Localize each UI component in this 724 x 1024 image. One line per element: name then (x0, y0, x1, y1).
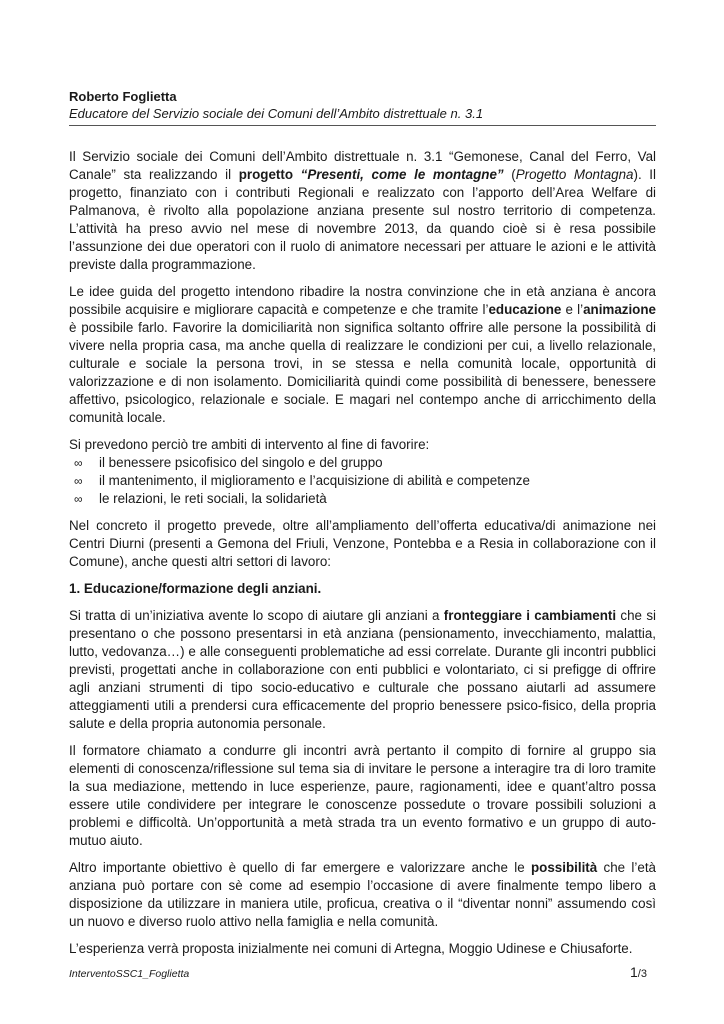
text-run: Le idee guida del progetto intendono ribadire la nostra convinzione che in età anziana è ancora possibile acquisire e migliorare capacità e competenze e che tramite l’ (69, 284, 656, 317)
paragraph-concrete: Nel concreto il progetto prevede, oltre all’ampliamento dell’offerta educativa/di animazione nei Centri Diurni (presenti a Gemona del Friuli, Venzone, Pontebba e a Resia in collaborazione con il Comune), anche questi altri settori di lavoro: (69, 518, 656, 569)
paragraph-objective (69, 859, 656, 931)
section-heading: 1. Educazione/formazione degli anziani. (69, 581, 322, 596)
author-name: Roberto Foglietta (69, 89, 177, 104)
page-total: 3 (640, 968, 647, 980)
text-run-bold: educazione (488, 302, 562, 317)
page-number (630, 964, 647, 980)
page-current: 1 (630, 964, 638, 980)
text-run: che l’età anziana può portare con sè come ad esempio l’occasione di avere finalmente tempo libero a disposizione da utilizzare in maniera utile, proficua, creativa o il “diventar nonni” assumendo così un nuovo e diverso ruolo attivo nella famiglia e nella comunità. (69, 860, 656, 929)
project-alt-title: Progetto Montagna (515, 167, 634, 182)
list-item-text: il mantenimento, il miglioramento e l’acquisizione di abilità e competenze (99, 473, 530, 488)
paragraph-experience: L’esperienza verrà proposta inizialmente nei comuni di Artegna, Moggio Udinese e Chiusaforte. (69, 941, 633, 956)
list-item (69, 490, 656, 508)
paragraph-initiative (69, 607, 656, 733)
text-run: che si presentano o che possono presentarsi in età anziana (pensionamento, invecchiamento, malattia, lutto, vedovanza…) e alle conseguenti problematiche ad essi correlate. Durante gli incontri pubblici previsti, progettati anche in collaborazione con enti pubblici e volontariato, ci si prefigge di offrire agli anziani strumenti di tipo socio-educativo e culturale che possano aiutarli ad assumere atteggiamenti utili a prendersi cura efficacemente del proprio benessere psico-fisico, della propria salute e della propria autonomia personale. (69, 608, 656, 731)
text-run: e l’ (561, 302, 584, 317)
text-run-bold: progetto (238, 167, 301, 182)
areas-list (69, 454, 656, 508)
text-run: Altro importante obiettivo è quello di far emergere e valorizzare anche le (69, 860, 531, 875)
document-page (69, 88, 656, 967)
text-run-bold: fronteggiare i cambiamenti (443, 608, 617, 623)
paragraph-trainer: Il formatore chiamato a condurre gli incontri avrà pertanto il compito di fornire al gruppo sia elementi di conoscenza/riflessione sul tema sia di invitare le persone a interagire tra di loro tramite la sua mediazione, mettendo in luce esperienze, paure, ragionamenti, idee e quant’altro possa essere utile condividere per integrare le conoscenze possedute o trovare possibili soluzioni a problemi e difficoltà. Un’opportunità a metà strada tra un evento formativo e un gruppo di auto-mutuo aiuto. (69, 743, 656, 848)
text-run: ( (503, 167, 516, 182)
footer-filename: InterventoSSC1_Foglietta (69, 968, 190, 980)
list-item (69, 454, 656, 472)
infinity-bullet-icon: ∞ (74, 456, 83, 470)
paragraph-areas-intro: Si prevedono perciò tre ambiti di intervento al fine di favorire: (69, 437, 430, 452)
text-run-bold: possibilità (530, 860, 598, 875)
text-run: Il Servizio sociale dei Comuni dell’Ambito distrettuale n. 3.1 “Gemonese, Canal del Ferro, Val Canale” sta realizzando il (69, 149, 656, 182)
list-item-text: il benessere psicofisico del singolo e del gruppo (99, 455, 383, 470)
infinity-bullet-icon: ∞ (74, 474, 83, 488)
list-item (69, 472, 656, 490)
list-item-text: le relazioni, le reti sociali, la solidarietà (99, 491, 327, 506)
paragraph-intro (69, 148, 656, 274)
text-run-bold: animazione (583, 302, 656, 317)
text-run: ). Il progetto, finanziato con i contributi Regionali e realizzato con l’apporto dell’Area Welfare di Palmanova, è rivolto alla popolazione anziana presente sul nostro territorio di competenza. L’attività ha preso avvio nel mese di novembre 2013, da quando cioè si è resa possibile l’assunzione dei due operatori con il ruolo di animatore necessari per attuare le azioni e le attività previste dalla programmazione. (69, 167, 657, 272)
author-role: Educatore del Servizio sociale dei Comuni dell’Ambito distrettuale n. 3.1 (69, 105, 656, 126)
page-separator: / (637, 968, 641, 980)
paragraph-guidelines (69, 283, 656, 427)
document-body (69, 148, 656, 958)
infinity-bullet-icon: ∞ (74, 492, 83, 506)
project-title: “Presenti, come le montagne” (300, 167, 504, 182)
text-run: è possibile farlo. Favorire la domiciliarità non significa soltanto offrire alle persone la possibilità di vivere nella propria casa, ma anche quella di realizzare le condizioni per cui, a livello relazionale, culturale e sociale la persona trovi, in se stessa e nella comunità locale, opportunità di valorizzazione e di non isolamento. Domiciliarità quindi come possibilità di benessere, benessere affettivo, psicologico, relazionale e sociale. E magari nel contempo anche di arricchimento della comunità locale. (69, 320, 656, 425)
text-run: Si tratta di un’iniziativa avente lo scopo di aiutare gli anziani a (69, 608, 444, 623)
